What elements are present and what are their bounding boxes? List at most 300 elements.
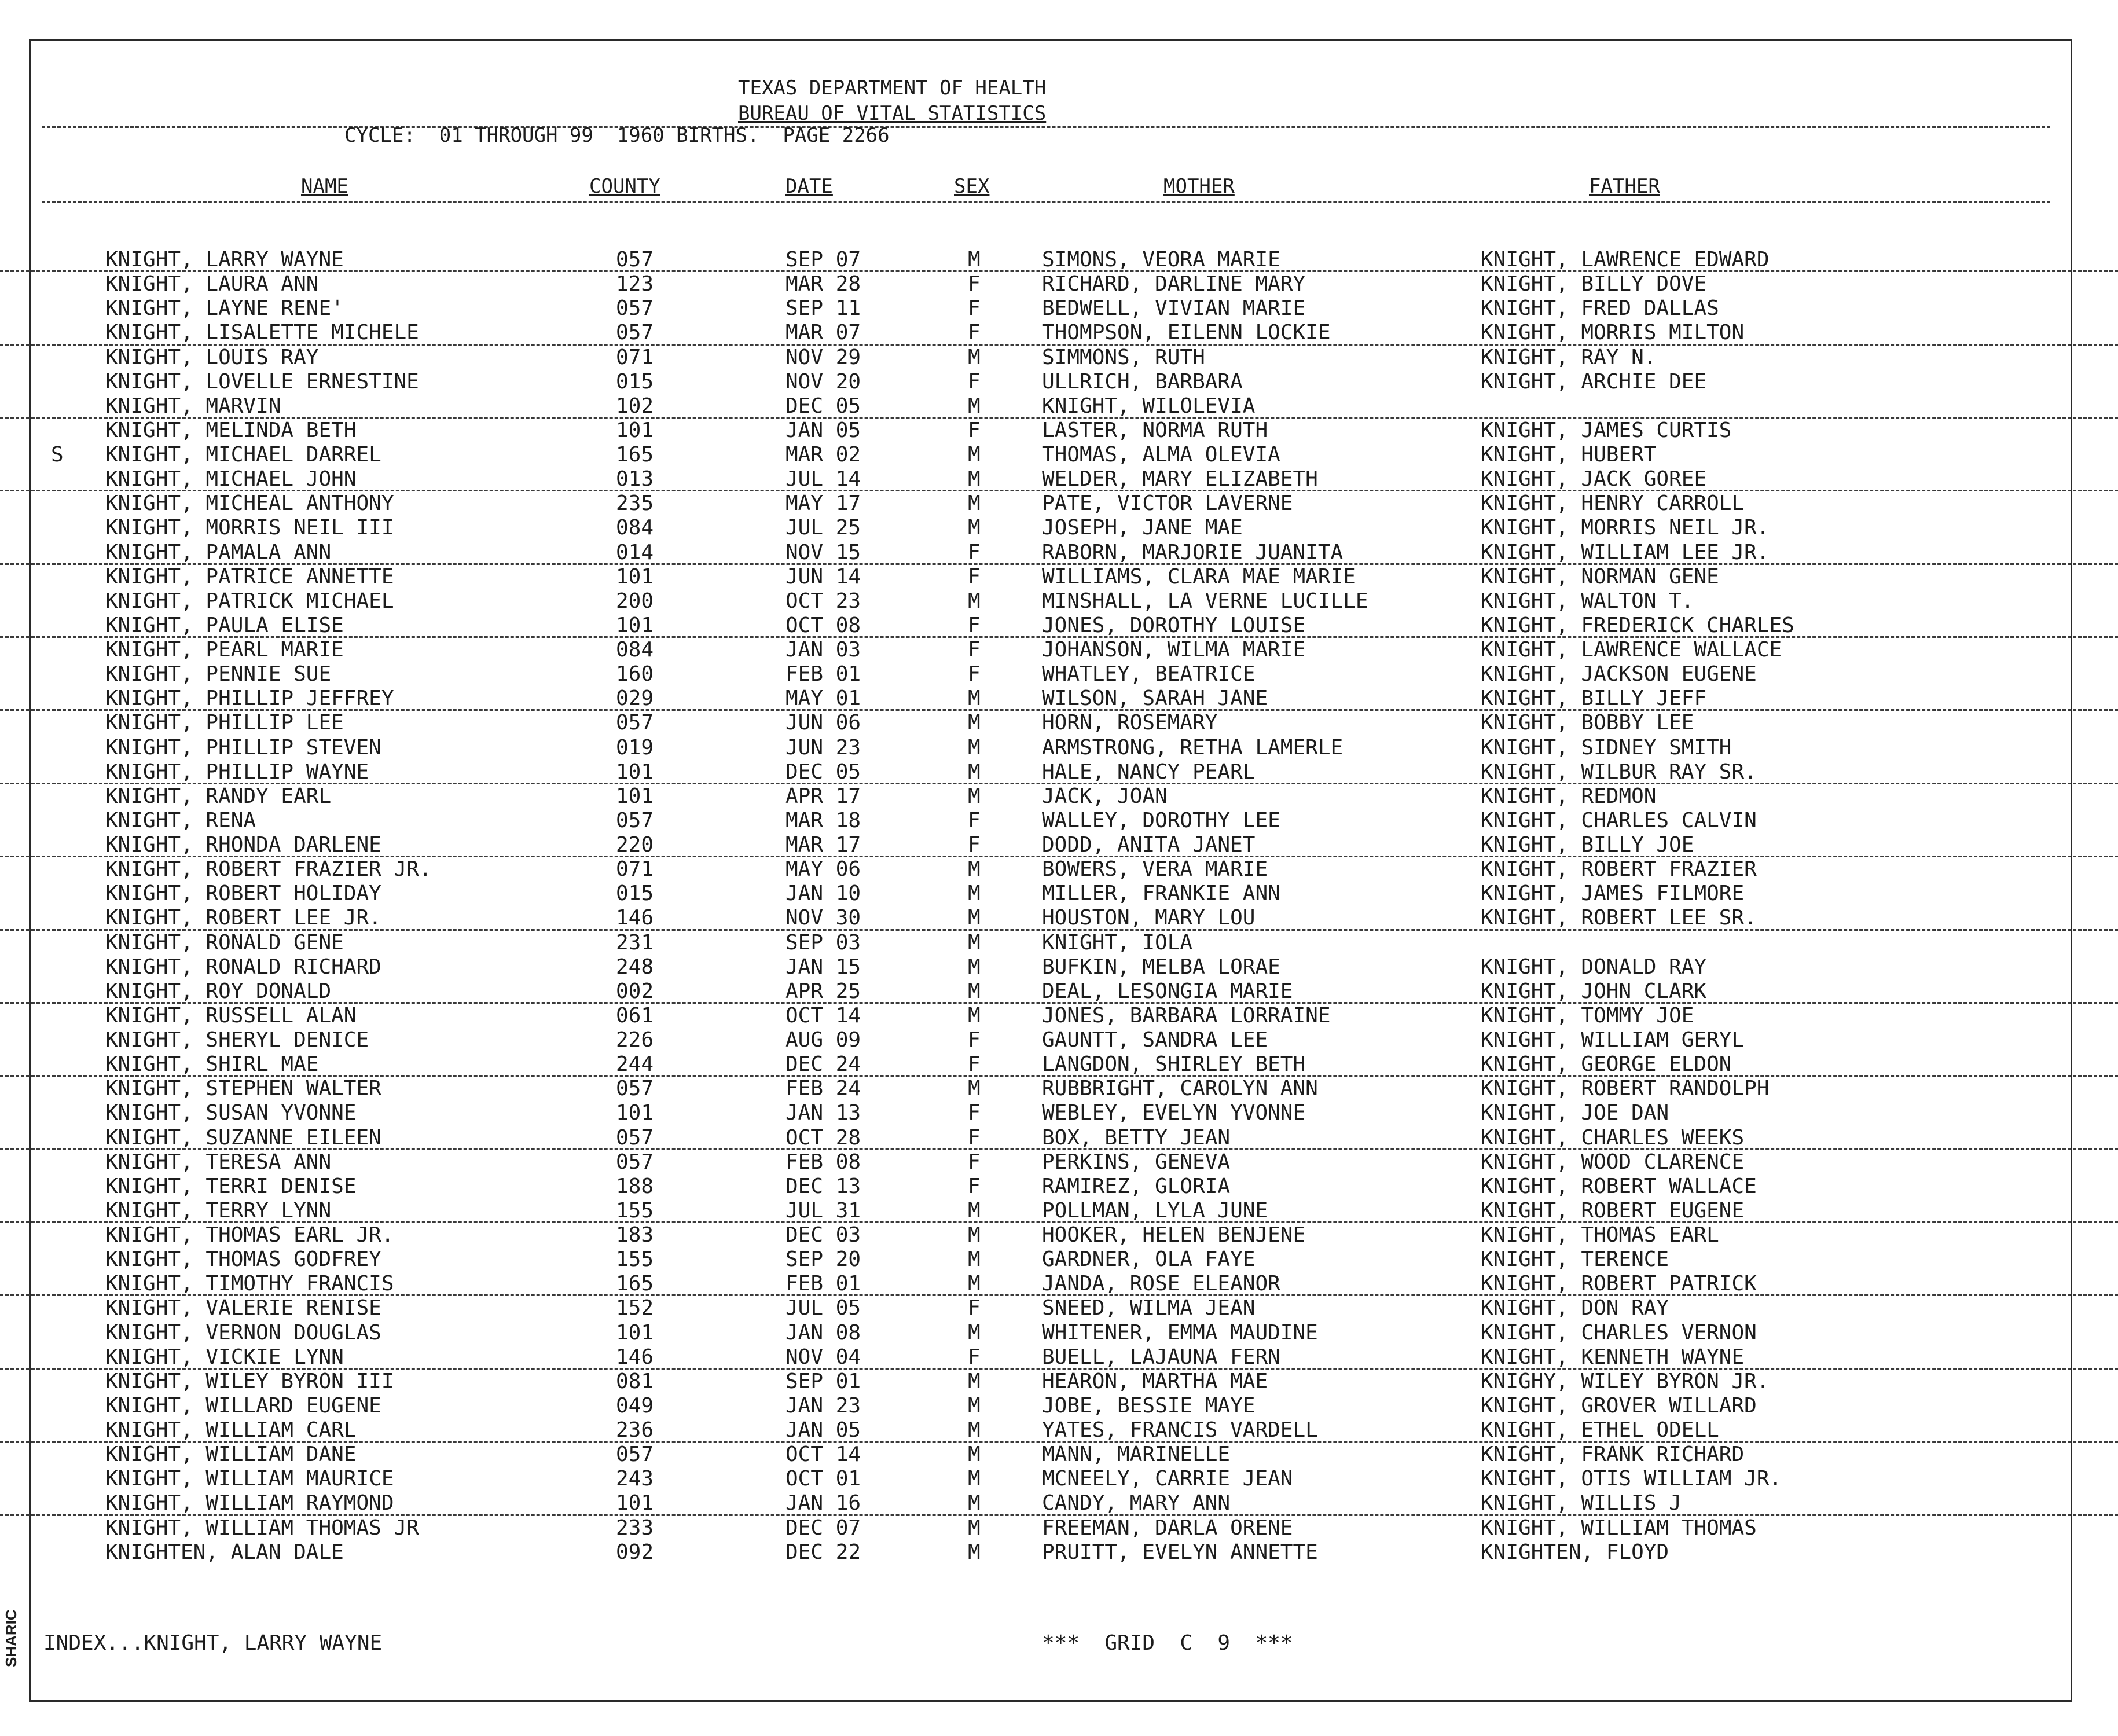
record-name: KNIGHT, MORRIS NEIL III xyxy=(105,516,394,540)
record-mother: HORN, ROSEMARY xyxy=(1042,711,1218,735)
record-name: KNIGHT, RANDY EARL xyxy=(105,784,332,808)
record-row xyxy=(0,321,2118,345)
record-mother: PATE, VICTOR LAVERNE xyxy=(1042,491,1293,516)
record-mother: JOSEPH, JANE MAE xyxy=(1042,516,1243,540)
record-county: 084 xyxy=(616,516,654,540)
record-sex: M xyxy=(968,1515,981,1540)
record-name: KNIGHT, WILLIAM RAYMOND xyxy=(105,1491,394,1515)
record-father: KNIGHT, WILBUR RAY SR. xyxy=(1481,759,1757,784)
record-row xyxy=(0,1101,2118,1125)
record-father: KNIGHT, KENNETH WAYNE xyxy=(1481,1345,1745,1369)
record-row xyxy=(0,467,2118,491)
bureau-title: BUREAU OF VITAL STATISTICS xyxy=(738,102,1047,125)
record-name: KNIGHT, VERNON DOUGLAS xyxy=(105,1320,381,1345)
record-county: 057 xyxy=(616,808,654,832)
record-mother: RABORN, MARJORIE JUANITA xyxy=(1042,540,1344,564)
record-father: KNIGHT, ROBERT RANDOLPH xyxy=(1481,1077,1770,1101)
record-mother: HEARON, MARTHA MAE xyxy=(1042,1369,1268,1393)
record-father: KNIGHT, CHARLES VERNON xyxy=(1481,1320,1757,1345)
record-row xyxy=(0,1370,2118,1394)
record-county: 057 xyxy=(616,1125,654,1150)
record-name: KNIGHT, THOMAS EARL JR. xyxy=(105,1223,394,1247)
record-county: 146 xyxy=(616,906,654,930)
record-name: KNIGHT, WILLARD EUGENE xyxy=(105,1393,381,1418)
record-father: KNIGHT, JOE DAN xyxy=(1481,1101,1669,1125)
record-mother: JONES, DOROTHY LOUISE xyxy=(1042,613,1306,637)
record-date: NOV 04 xyxy=(785,1345,861,1369)
record-father: KNIGHT, JACK GOREE xyxy=(1481,467,1707,491)
record-father: KNIGHT, ROBERT WALLACE xyxy=(1481,1174,1757,1198)
record-mother: FREEMAN, DARLA ORENE xyxy=(1042,1515,1293,1540)
record-name: KNIGHT, RENA xyxy=(105,808,256,832)
record-father: KNIGHT, CHARLES CALVIN xyxy=(1481,808,1757,832)
record-row xyxy=(0,1052,2118,1077)
birth-records-list xyxy=(0,248,2118,1565)
record-name: KNIGHT, THOMAS GODFREY xyxy=(105,1247,381,1272)
record-mother: CANDY, MARY ANN xyxy=(1042,1491,1231,1515)
record-father: KNIGHT, NORMAN GENE xyxy=(1481,564,1719,589)
record-father: KNIGHT, TERENCE xyxy=(1481,1247,1669,1272)
record-county: 057 xyxy=(616,711,654,735)
record-row xyxy=(0,1540,2118,1565)
record-date: JUL 14 xyxy=(785,467,861,491)
record-row xyxy=(0,662,2118,687)
record-date: NOV 30 xyxy=(785,906,861,930)
record-row xyxy=(0,760,2118,784)
record-county: 061 xyxy=(616,1003,654,1027)
record-mother: LASTER, NORMA RUTH xyxy=(1042,418,1268,442)
record-sex: M xyxy=(968,248,981,271)
record-row xyxy=(0,1077,2118,1101)
record-date: NOV 15 xyxy=(785,540,861,564)
record-county: 248 xyxy=(616,955,654,979)
record-date: JUN 06 xyxy=(785,711,861,735)
record-father: KNIGHT, FREDERICK CHARLES xyxy=(1481,613,1794,637)
record-father: KNIGHT, JACKSON EUGENE xyxy=(1481,662,1757,687)
record-name: KNIGHT, LISALETTE MICHELE xyxy=(105,321,419,345)
record-father: KNIGHT, FRANK RICHARD xyxy=(1481,1443,1745,1467)
record-mother: WALLEY, DOROTHY LEE xyxy=(1042,808,1280,832)
record-sex: M xyxy=(968,759,981,784)
record-row xyxy=(0,296,2118,321)
record-county: 057 xyxy=(616,1443,654,1467)
record-name: KNIGHTEN, ALAN DALE xyxy=(105,1540,344,1564)
record-father: KNIGHT, RAY N. xyxy=(1481,345,1657,369)
record-mother: BOX, BETTY JEAN xyxy=(1042,1125,1231,1150)
record-date: DEC 13 xyxy=(785,1174,861,1198)
record-row xyxy=(0,1028,2118,1052)
record-date: OCT 14 xyxy=(785,1003,861,1027)
record-sex: M xyxy=(968,687,981,711)
record-name: KNIGHT, LOVELLE ERNESTINE xyxy=(105,369,419,394)
record-mother: JONES, BARBARA LORRAINE xyxy=(1042,1003,1331,1027)
record-date: SEP 11 xyxy=(785,296,861,321)
record-name: KNIGHT, RONALD RICHARD xyxy=(105,955,381,979)
record-row xyxy=(0,1223,2118,1247)
sharic-stamp: SHARIC xyxy=(2,1609,20,1667)
record-row xyxy=(0,1418,2118,1443)
record-row xyxy=(0,248,2118,272)
record-sex: F xyxy=(968,296,981,321)
record-mother: WHITENER, EMMA MAUDINE xyxy=(1042,1320,1318,1345)
record-father: KNIGHT, MORRIS MILTON xyxy=(1481,321,1745,345)
record-date: APR 25 xyxy=(785,979,861,1003)
record-mother: BOWERS, VERA MARIE xyxy=(1042,857,1268,882)
record-sex: M xyxy=(968,979,981,1003)
record-date: OCT 01 xyxy=(785,1467,861,1491)
record-name: KNIGHT, ROBERT LEE JR. xyxy=(105,906,381,930)
record-sex: M xyxy=(968,1272,981,1296)
record-sex: M xyxy=(968,1247,981,1272)
record-county: 146 xyxy=(616,1345,654,1369)
record-mother: BUFKIN, MELBA LORAE xyxy=(1042,955,1280,979)
column-header-sex: SEX xyxy=(954,175,990,198)
record-mother: GAUNTT, SANDRA LEE xyxy=(1042,1028,1268,1052)
column-header-date: DATE xyxy=(785,175,833,198)
column-header-father: FATHER xyxy=(1589,175,1660,198)
record-county: 101 xyxy=(616,613,654,637)
record-sex: M xyxy=(968,1540,981,1564)
record-row xyxy=(0,711,2118,735)
record-mother: MANN, MARINELLE xyxy=(1042,1443,1231,1467)
record-county: 235 xyxy=(616,491,654,516)
record-sex: M xyxy=(968,1443,981,1467)
record-name: KNIGHT, PATRICK MICHAEL xyxy=(105,589,394,613)
record-date: JAN 23 xyxy=(785,1393,861,1418)
record-name: KNIGHT, LARRY WAYNE xyxy=(105,248,344,271)
column-header-divider xyxy=(42,201,2050,203)
grid-footer: *** GRID C 9 *** xyxy=(1042,1631,1293,1655)
record-county: 243 xyxy=(616,1467,654,1491)
record-name: KNIGHT, STEPHEN WALTER xyxy=(105,1077,381,1101)
record-date: JAN 13 xyxy=(785,1101,861,1125)
record-county: 233 xyxy=(616,1515,654,1540)
record-mother: YATES, FRANCIS VARDELL xyxy=(1042,1418,1318,1442)
record-mother: BEDWELL, VIVIAN MARIE xyxy=(1042,296,1306,321)
cycle-line: CYCLE: 01 THROUGH 99 1960 BIRTHS. PAGE 2266 xyxy=(344,124,890,147)
record-mother: JANDA, ROSE ELEANOR xyxy=(1042,1272,1280,1296)
record-sex: M xyxy=(968,930,981,955)
record-sex: M xyxy=(968,882,981,906)
record-name: KNIGHT, PEARL MARIE xyxy=(105,638,344,662)
record-father: KNIGHT, ROBERT LEE SR. xyxy=(1481,906,1757,930)
record-date: MAY 01 xyxy=(785,687,861,711)
record-sex: F xyxy=(968,808,981,832)
record-sex: M xyxy=(968,1418,981,1442)
record-date: JAN 08 xyxy=(785,1320,861,1345)
record-mother: KNIGHT, WILOLEVIA xyxy=(1042,394,1256,418)
record-father: KNIGHT, REDMON xyxy=(1481,784,1657,808)
record-name: KNIGHT, LOUIS RAY xyxy=(105,345,319,369)
record-sex: F xyxy=(968,1345,981,1369)
record-date: MAR 17 xyxy=(785,833,861,857)
record-name: KNIGHT, PAULA ELISE xyxy=(105,613,344,637)
record-row xyxy=(0,1467,2118,1491)
record-name: KNIGHT, TERESA ANN xyxy=(105,1150,332,1174)
record-date: JAN 03 xyxy=(785,638,861,662)
record-father: KNIGHT, ROBERT FRAZIER xyxy=(1481,857,1757,882)
record-father: KNIGHT, BILLY DOVE xyxy=(1481,272,1707,296)
record-date: MAY 06 xyxy=(785,857,861,882)
record-county: 084 xyxy=(616,638,654,662)
record-name: KNIGHT, ROBERT HOLIDAY xyxy=(105,882,381,906)
record-date: DEC 22 xyxy=(785,1540,861,1564)
record-mother: RICHARD, DARLINE MARY xyxy=(1042,272,1306,296)
record-name: KNIGHT, PENNIE SUE xyxy=(105,662,332,687)
record-row xyxy=(0,1175,2118,1199)
record-row xyxy=(0,1126,2118,1150)
record-mother: PERKINS, GENEVA xyxy=(1042,1150,1231,1174)
record-county: 101 xyxy=(616,1101,654,1125)
record-father: KNIGHT, BILLY JOE xyxy=(1481,833,1694,857)
record-county: 155 xyxy=(616,1247,654,1272)
record-father: KNIGHT, SIDNEY SMITH xyxy=(1481,735,1732,759)
record-county: 057 xyxy=(616,296,654,321)
record-name: KNIGHT, MARVIN xyxy=(105,394,281,418)
record-row xyxy=(0,1516,2118,1540)
record-date: SEP 07 xyxy=(785,248,861,271)
record-name: KNIGHT, ROBERT FRAZIER JR. xyxy=(105,857,432,882)
record-date: APR 17 xyxy=(785,784,861,808)
record-row xyxy=(0,687,2118,711)
record-sex: M xyxy=(968,1320,981,1345)
record-father: KNIGHY, WILEY BYRON JR. xyxy=(1481,1369,1770,1393)
record-father: KNIGHT, LAWRENCE WALLACE xyxy=(1481,638,1782,662)
record-name: KNIGHT, PHILLIP STEVEN xyxy=(105,735,381,759)
record-sex: M xyxy=(968,1369,981,1393)
record-father: KNIGHT, CHARLES WEEKS xyxy=(1481,1125,1745,1150)
record-mother: JACK, JOAN xyxy=(1042,784,1168,808)
record-county: 015 xyxy=(616,882,654,906)
record-mother: MILLER, FRANKIE ANN xyxy=(1042,882,1280,906)
record-sex: M xyxy=(968,857,981,882)
record-sex: F xyxy=(968,369,981,394)
record-row xyxy=(0,882,2118,906)
record-county: 057 xyxy=(616,1077,654,1101)
record-row xyxy=(0,955,2118,979)
record-row xyxy=(0,419,2118,443)
record-county: 013 xyxy=(616,467,654,491)
record-county: 220 xyxy=(616,833,654,857)
record-date: DEC 05 xyxy=(785,759,861,784)
record-date: SEP 20 xyxy=(785,1247,861,1272)
record-sex: M xyxy=(968,955,981,979)
record-date: DEC 24 xyxy=(785,1052,861,1077)
record-name: KNIGHT, SUSAN YVONNE xyxy=(105,1101,357,1125)
record-sex: F xyxy=(968,1052,981,1077)
record-sex: F xyxy=(968,1125,981,1150)
record-date: JUL 05 xyxy=(785,1296,861,1320)
record-father: KNIGHT, MORRIS NEIL JR. xyxy=(1481,516,1770,540)
record-row xyxy=(0,491,2118,516)
record-name: KNIGHT, SUZANNE EILEEN xyxy=(105,1125,381,1150)
record-row xyxy=(0,638,2118,662)
record-sex: F xyxy=(968,418,981,442)
record-name: KNIGHT, MICHAEL JOHN xyxy=(105,467,357,491)
record-mother: KNIGHT, IOLA xyxy=(1042,930,1193,955)
record-father: KNIGHT, JAMES CURTIS xyxy=(1481,418,1732,442)
record-row xyxy=(0,1345,2118,1370)
record-row xyxy=(0,736,2118,760)
record-name: KNIGHT, SHERYL DENICE xyxy=(105,1028,369,1052)
record-row xyxy=(0,1150,2118,1175)
record-county: 101 xyxy=(616,784,654,808)
record-father: KNIGHT, WILLIAM THOMAS xyxy=(1481,1515,1757,1540)
record-county: 002 xyxy=(616,979,654,1003)
department-title: TEXAS DEPARTMENT OF HEALTH xyxy=(738,76,1047,100)
record-father: KNIGHTEN, FLOYD xyxy=(1481,1540,1669,1564)
record-name: KNIGHT, MICHEAL ANTHONY xyxy=(105,491,394,516)
record-mother: SIMMONS, RUTH xyxy=(1042,345,1205,369)
record-county: 236 xyxy=(616,1418,654,1442)
record-county: 200 xyxy=(616,589,654,613)
record-row xyxy=(0,565,2118,589)
record-county: 188 xyxy=(616,1174,654,1198)
record-row xyxy=(0,931,2118,955)
record-county: 057 xyxy=(616,321,654,345)
record-date: DEC 07 xyxy=(785,1515,861,1540)
record-sex: M xyxy=(968,345,981,369)
record-row xyxy=(0,346,2118,370)
record-mother: WELDER, MARY ELIZABETH xyxy=(1042,467,1318,491)
record-row xyxy=(0,541,2118,565)
record-date: JAN 05 xyxy=(785,418,861,442)
record-mother: JOBE, BESSIE MAYE xyxy=(1042,1393,1256,1418)
record-sex: M xyxy=(968,784,981,808)
record-father: KNIGHT, WILLIAM LEE JR. xyxy=(1481,540,1770,564)
record-sex: F xyxy=(968,272,981,296)
record-sex: M xyxy=(968,1077,981,1101)
record-county: 152 xyxy=(616,1296,654,1320)
record-name: KNIGHT, RHONDA DARLENE xyxy=(105,833,381,857)
record-date: FEB 01 xyxy=(785,1272,861,1296)
record-county: 165 xyxy=(616,443,654,467)
record-name: KNIGHT, TIMOTHY FRANCIS xyxy=(105,1272,394,1296)
record-sex: M xyxy=(968,1003,981,1027)
record-father: KNIGHT, TOMMY JOE xyxy=(1481,1003,1694,1027)
record-row xyxy=(0,589,2118,614)
index-footer: INDEX...KNIGHT, LARRY WAYNE xyxy=(43,1631,383,1655)
record-sex: F xyxy=(968,662,981,687)
record-date: JAN 16 xyxy=(785,1491,861,1515)
record-name: KNIGHT, VICKIE LYNN xyxy=(105,1345,344,1369)
record-county: 155 xyxy=(616,1198,654,1223)
column-header-county: COUNTY xyxy=(589,175,660,198)
record-date: JAN 10 xyxy=(785,882,861,906)
record-date: JUL 31 xyxy=(785,1198,861,1223)
record-county: 057 xyxy=(616,1150,654,1174)
record-county: 101 xyxy=(616,1320,654,1345)
record-date: OCT 08 xyxy=(785,613,861,637)
record-father: KNIGHT, HENRY CARROLL xyxy=(1481,491,1745,516)
record-row xyxy=(0,1443,2118,1467)
record-row xyxy=(0,1491,2118,1515)
record-mother: RAMIREZ, GLORIA xyxy=(1042,1174,1231,1198)
record-county: 014 xyxy=(616,540,654,564)
record-county: 101 xyxy=(616,418,654,442)
record-row xyxy=(0,272,2118,296)
record-mother: PRUITT, EVELYN ANNETTE xyxy=(1042,1540,1318,1564)
record-row xyxy=(0,857,2118,882)
record-sex: M xyxy=(968,516,981,540)
record-row xyxy=(0,443,2118,467)
record-father: KNIGHT, LAWRENCE EDWARD xyxy=(1481,248,1770,271)
record-row xyxy=(0,1272,2118,1296)
record-date: OCT 23 xyxy=(785,589,861,613)
record-date: DEC 05 xyxy=(785,394,861,418)
record-father: KNIGHT, ARCHIE DEE xyxy=(1481,369,1707,394)
column-header-mother: MOTHER xyxy=(1163,175,1235,198)
record-county: 231 xyxy=(616,930,654,955)
record-name: KNIGHT, PHILLIP LEE xyxy=(105,711,344,735)
record-father: KNIGHT, GROVER WILLARD xyxy=(1481,1393,1757,1418)
record-date: AUG 09 xyxy=(785,1028,861,1052)
record-date: JUN 14 xyxy=(785,564,861,589)
record-sex: F xyxy=(968,613,981,637)
record-father: KNIGHT, FRED DALLAS xyxy=(1481,296,1719,321)
record-county: 226 xyxy=(616,1028,654,1052)
record-row xyxy=(0,906,2118,930)
record-sex: M xyxy=(968,1223,981,1247)
record-county: 101 xyxy=(616,1491,654,1515)
record-name: KNIGHT, MELINDA BETH xyxy=(105,418,357,442)
record-sex: F xyxy=(968,564,981,589)
record-father: KNIGHT, DON RAY xyxy=(1481,1296,1669,1320)
record-date: JUN 23 xyxy=(785,735,861,759)
record-date: MAR 02 xyxy=(785,443,861,467)
record-mother: ULLRICH, BARBARA xyxy=(1042,369,1243,394)
record-father: KNIGHT, HUBERT xyxy=(1481,443,1657,467)
record-father: KNIGHT, WOOD CLARENCE xyxy=(1481,1150,1745,1174)
record-row xyxy=(0,1004,2118,1028)
record-row xyxy=(0,370,2118,394)
record-sex: F xyxy=(968,833,981,857)
record-sex: F xyxy=(968,1174,981,1198)
record-name: KNIGHT, RUSSELL ALAN xyxy=(105,1003,357,1027)
record-sex: M xyxy=(968,711,981,735)
record-sex: F xyxy=(968,638,981,662)
record-county: 057 xyxy=(616,248,654,271)
record-row xyxy=(0,833,2118,857)
record-row xyxy=(0,1394,2118,1418)
record-sex: M xyxy=(968,491,981,516)
record-date: MAR 18 xyxy=(785,808,861,832)
record-mother: DODD, ANITA JANET xyxy=(1042,833,1256,857)
record-name: KNIGHT, WILEY BYRON III xyxy=(105,1369,394,1393)
record-date: OCT 14 xyxy=(785,1443,861,1467)
record-father: KNIGHT, WILLIS J xyxy=(1481,1491,1682,1515)
record-date: MAY 17 xyxy=(785,491,861,516)
record-sex: M xyxy=(968,1491,981,1515)
record-father: KNIGHT, WALTON T. xyxy=(1481,589,1694,613)
record-sex: M xyxy=(968,394,981,418)
record-date: NOV 29 xyxy=(785,345,861,369)
record-sex: F xyxy=(968,1028,981,1052)
record-sex: M xyxy=(968,1198,981,1223)
record-date: SEP 03 xyxy=(785,930,861,955)
record-sex: F xyxy=(968,1150,981,1174)
record-mother: THOMPSON, EILENN LOCKIE xyxy=(1042,321,1331,345)
record-county: 244 xyxy=(616,1052,654,1077)
record-mother: DEAL, LESONGIA MARIE xyxy=(1042,979,1293,1003)
record-county: 049 xyxy=(616,1393,654,1418)
record-county: 071 xyxy=(616,345,654,369)
record-mother: MINSHALL, LA VERNE LUCILLE xyxy=(1042,589,1368,613)
record-row xyxy=(0,809,2118,833)
record-county: 165 xyxy=(616,1272,654,1296)
record-row xyxy=(0,979,2118,1004)
record-father: KNIGHT, BOBBY LEE xyxy=(1481,711,1694,735)
